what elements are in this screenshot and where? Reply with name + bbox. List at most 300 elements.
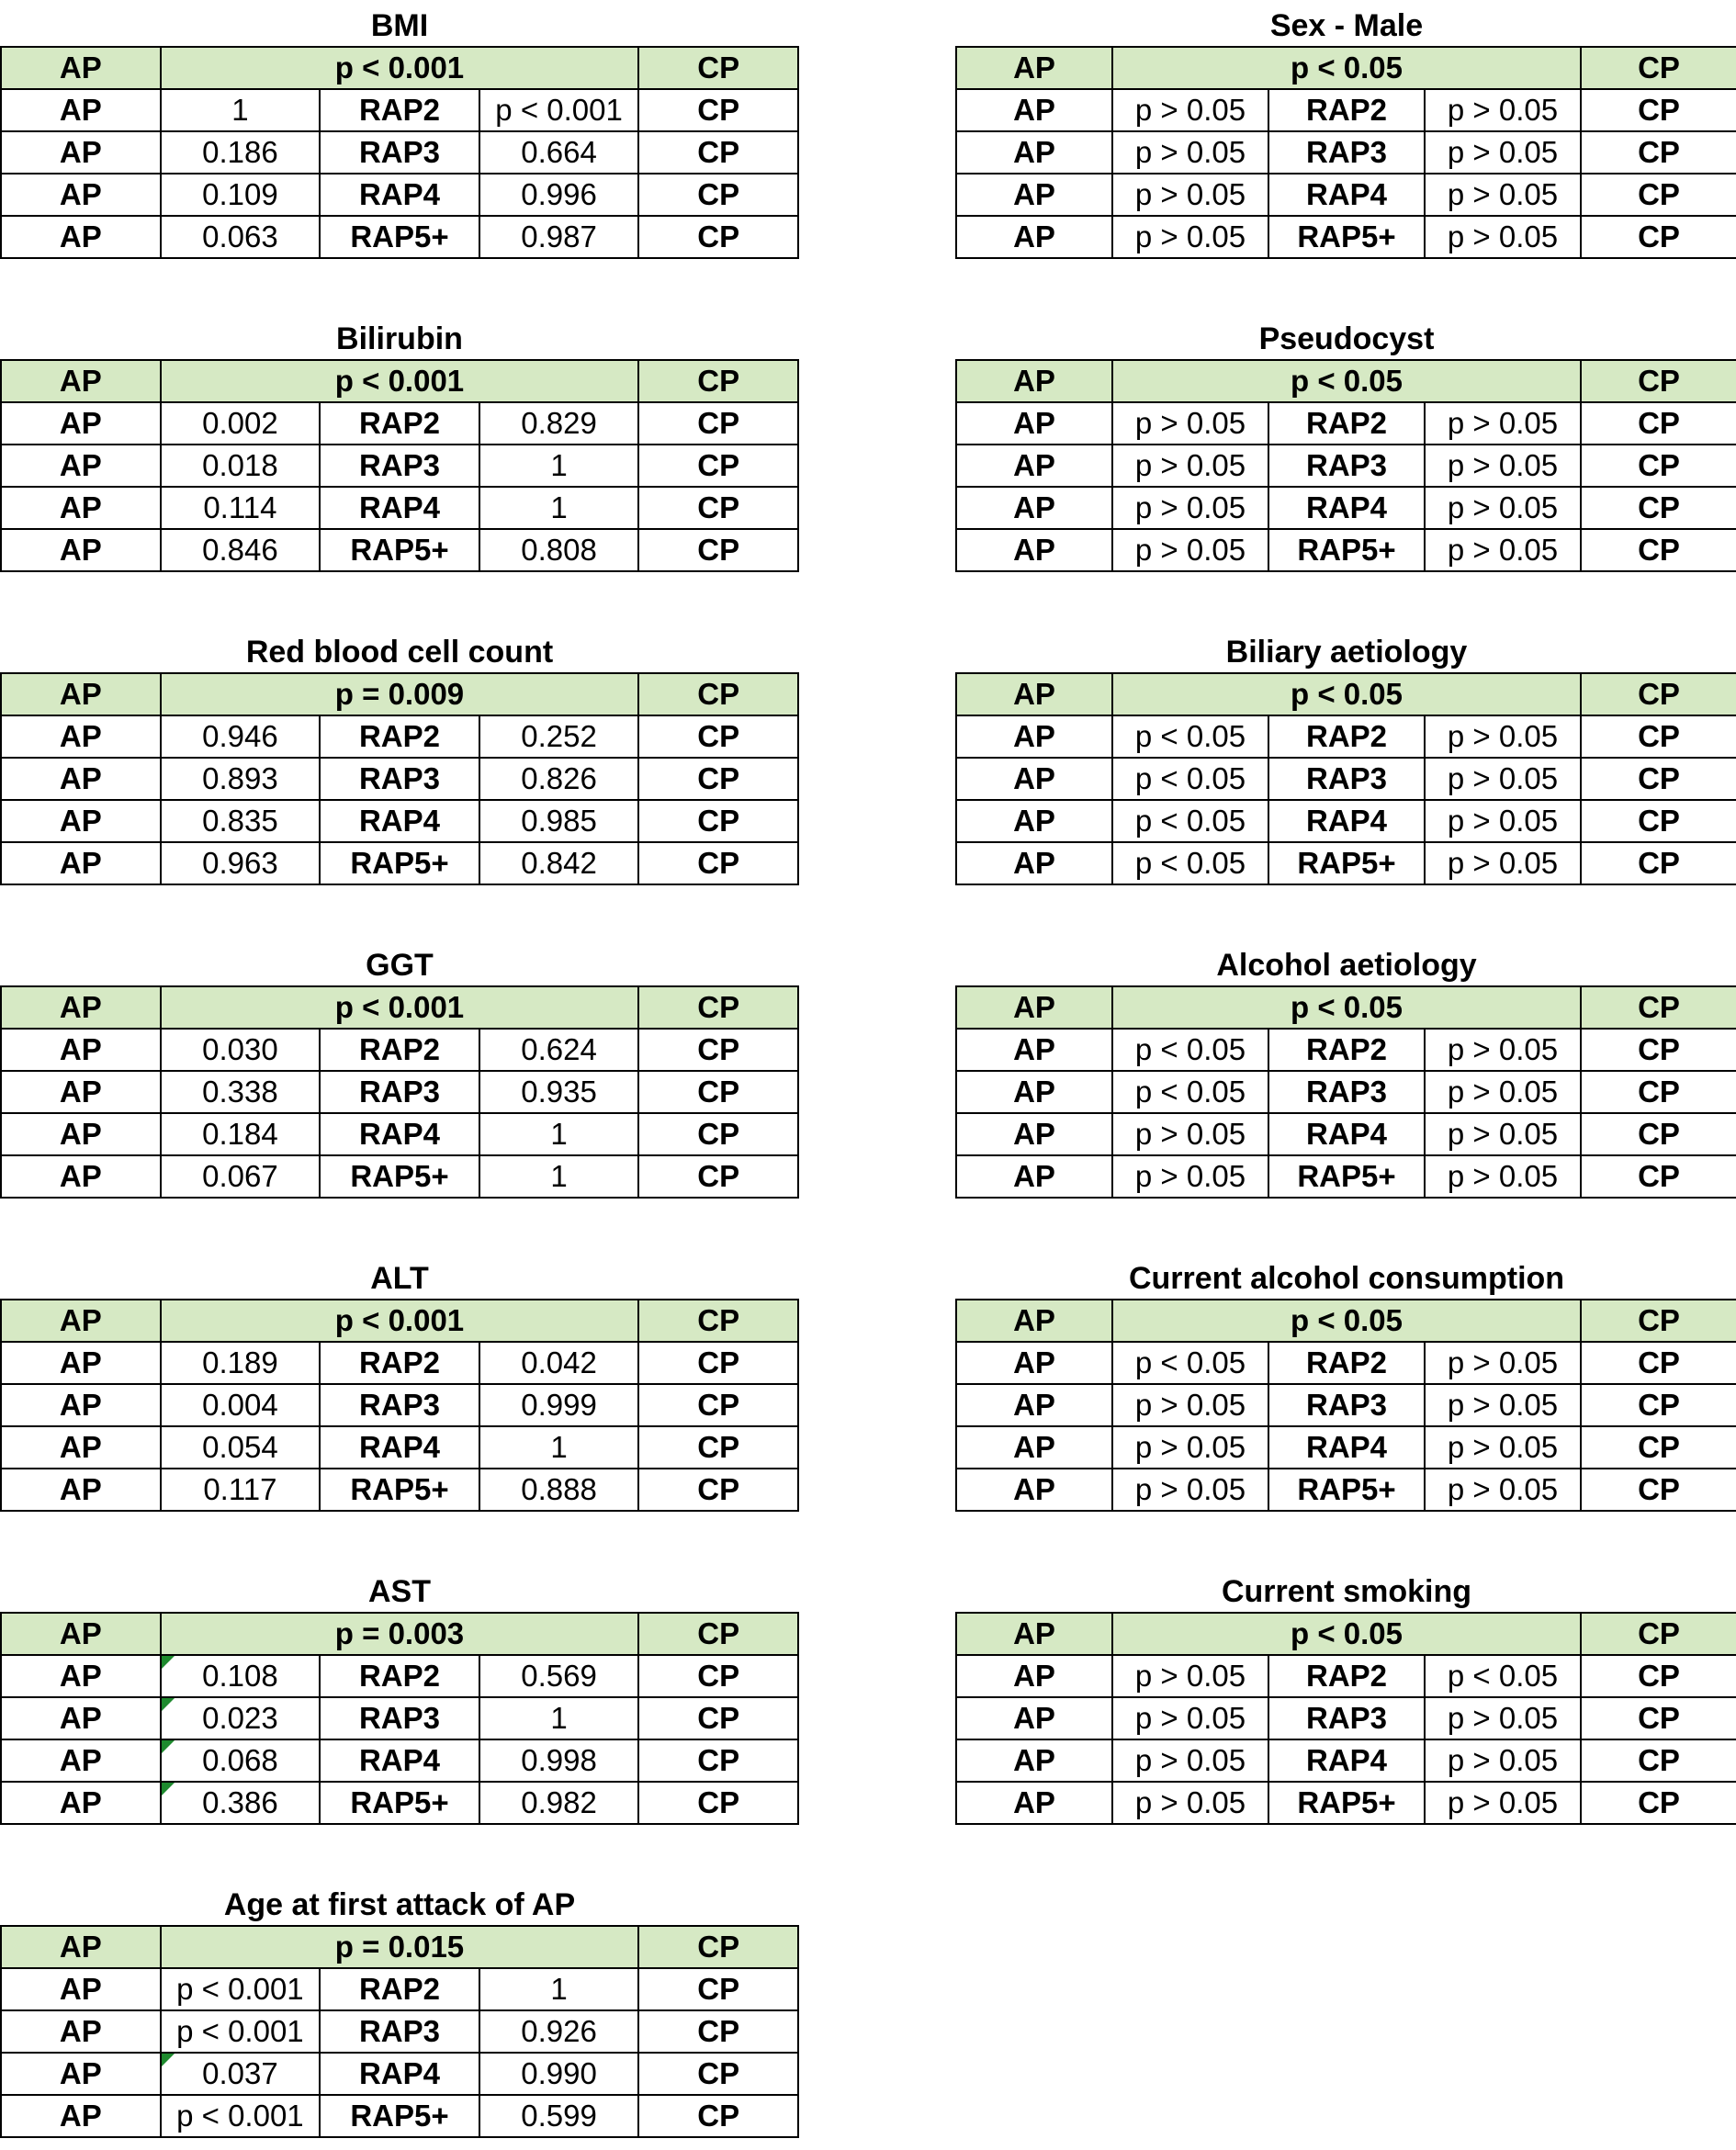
rap-vs-cp-p-value	[479, 1426, 639, 1469]
rap-vs-cp-p-value-text: 0.985	[521, 804, 597, 838]
rap-vs-cp-p-value	[479, 715, 639, 758]
rap-group-label-text: RAP4	[1305, 177, 1388, 211]
rap-group-label	[320, 1384, 479, 1426]
row-ap-label	[956, 1155, 1112, 1198]
rap-vs-cp-p-value	[1425, 715, 1581, 758]
row-cp-label-text: CP	[697, 761, 740, 795]
header-ap-cell: AP	[956, 47, 1112, 89]
ap-vs-rap-p-value	[161, 1968, 321, 2010]
row-ap-label-text: AP	[59, 1388, 102, 1422]
row-cp-label-text: CP	[697, 220, 740, 253]
table-row	[1, 2053, 798, 2095]
ap-vs-rap-p-value	[1112, 529, 1268, 571]
row-ap-label	[1, 487, 161, 529]
row-cp-label	[1581, 800, 1736, 842]
ap-vs-rap-p-value	[161, 2095, 321, 2137]
row-cp-label-text: CP	[697, 135, 740, 169]
row-ap-label-text: AP	[59, 448, 102, 482]
row-cp-label	[638, 1155, 798, 1198]
ap-vs-rap-p-value-text: p > 0.05	[1134, 135, 1246, 169]
ap-vs-rap-p-value-text: 0.054	[202, 1430, 278, 1464]
ap-vs-rap-p-value-text: 0.018	[202, 448, 278, 482]
table-title: AST	[368, 1574, 431, 1609]
rap-vs-cp-p-value	[479, 2053, 639, 2095]
ap-vs-rap-p-value	[161, 1426, 321, 1469]
overall-p-cell: p < 0.001	[161, 1300, 639, 1342]
row-cp-label-text: CP	[1638, 1659, 1680, 1693]
ap-vs-rap-p-value-text: p > 0.05	[1134, 406, 1246, 440]
row-cp-label	[1581, 1469, 1736, 1511]
rap-vs-cp-p-value-text: p > 0.05	[1447, 1785, 1559, 1819]
row-cp-label-text: CP	[697, 2014, 740, 2048]
rap-vs-cp-p-value-text: 0.252	[521, 719, 597, 753]
row-ap-label-text: AP	[59, 135, 102, 169]
rap-vs-cp-p-value	[479, 1697, 639, 1739]
row-cp-label-text: CP	[1638, 490, 1680, 524]
rap-group-label-text: RAP5+	[1297, 1785, 1396, 1819]
row-ap-label-text: AP	[59, 177, 102, 211]
rap-vs-cp-p-value-text: 0.987	[521, 220, 597, 253]
ap-vs-rap-p-value-text: p > 0.05	[1134, 1701, 1246, 1735]
ap-vs-rap-p-value-text: p > 0.05	[1134, 533, 1246, 567]
header-cp-cell: CP	[1581, 47, 1736, 89]
rap-vs-cp-p-value	[479, 1655, 639, 1697]
table-header-row	[956, 47, 1736, 89]
row-cp-label-text: CP	[697, 1659, 740, 1693]
ap-vs-rap-p-value-text: p < 0.05	[1134, 1075, 1246, 1109]
ap-vs-rap-p-value	[1112, 842, 1268, 884]
rap-vs-cp-p-value	[479, 89, 639, 131]
rap-vs-cp-p-value	[1425, 1426, 1581, 1469]
row-ap-label-text: AP	[59, 1701, 102, 1735]
ap-vs-rap-p-value-text: 0.846	[202, 533, 278, 567]
ap-vs-rap-p-value	[161, 800, 321, 842]
rap-vs-cp-p-value-text: p > 0.05	[1447, 406, 1559, 440]
rap-group-label	[1268, 1384, 1425, 1426]
comparison-table	[0, 1299, 799, 1512]
rap-vs-cp-p-value	[479, 1113, 639, 1155]
row-ap-label	[1, 715, 161, 758]
row-ap-label	[1, 1155, 161, 1198]
row-cp-label-text: CP	[697, 1388, 740, 1422]
ap-vs-rap-p-value	[161, 1384, 321, 1426]
rap-vs-cp-p-value-text: 0.996	[521, 177, 597, 211]
table-row	[1, 1426, 798, 1469]
overall-p-cell: p = 0.015	[161, 1926, 639, 1968]
row-cp-label	[1581, 131, 1736, 174]
comparison-table	[0, 672, 799, 885]
ap-vs-rap-p-value-text: 0.063	[202, 220, 278, 253]
ap-vs-rap-p-value	[1112, 216, 1268, 258]
row-ap-label	[956, 1071, 1112, 1113]
rap-vs-cp-p-value-text: p > 0.05	[1447, 761, 1559, 795]
ap-vs-rap-p-value-text: p < 0.05	[1134, 846, 1246, 880]
rap-vs-cp-p-value	[1425, 1342, 1581, 1384]
ap-vs-rap-p-value	[1112, 1782, 1268, 1824]
row-ap-label	[956, 1342, 1112, 1384]
table-block	[0, 2, 799, 259]
ap-vs-rap-p-value-text: p > 0.05	[1134, 1743, 1246, 1777]
ap-vs-rap-p-value	[161, 758, 321, 800]
rap-group-label-text: RAP4	[358, 2056, 440, 2090]
ap-vs-rap-p-value	[161, 2053, 321, 2095]
table-row	[1, 402, 798, 445]
row-ap-label-text: AP	[59, 719, 102, 753]
rap-vs-cp-p-value	[479, 216, 639, 258]
ap-vs-rap-p-value-text: p > 0.05	[1134, 1472, 1246, 1506]
ap-vs-rap-p-value-text: 0.946	[202, 719, 278, 753]
rap-vs-cp-p-value-text: 0.926	[521, 2014, 597, 2048]
rap-group-label-text: RAP3	[1305, 1075, 1388, 1109]
ap-vs-rap-p-value	[161, 402, 321, 445]
header-ap-cell: AP	[1, 1926, 161, 1968]
row-cp-label	[1581, 1697, 1736, 1739]
ap-vs-rap-p-value	[1112, 1071, 1268, 1113]
row-cp-label	[638, 1342, 798, 1384]
comparison-table	[955, 359, 1736, 572]
rap-vs-cp-p-value-text: p > 0.05	[1447, 804, 1559, 838]
rap-vs-cp-p-value	[479, 1469, 639, 1511]
row-ap-label	[1, 758, 161, 800]
table-row	[1, 1113, 798, 1155]
table-row	[956, 216, 1736, 258]
rap-group-label	[1268, 487, 1425, 529]
row-ap-label	[1, 445, 161, 487]
table-header-row	[1, 1926, 798, 1968]
table-block	[0, 1255, 799, 1512]
rap-group-label-text: RAP5+	[1297, 220, 1396, 253]
row-ap-label-text: AP	[1013, 1388, 1055, 1422]
rap-vs-cp-p-value	[1425, 758, 1581, 800]
table-row	[956, 800, 1736, 842]
row-cp-label-text: CP	[1638, 1032, 1680, 1066]
row-ap-label	[956, 1655, 1112, 1697]
table-header-row	[956, 673, 1736, 715]
row-cp-label	[638, 842, 798, 884]
table-header-row	[956, 986, 1736, 1029]
ap-vs-rap-p-value-text: p > 0.05	[1134, 220, 1246, 253]
rap-group-label-text: RAP2	[1305, 719, 1388, 753]
overall-p-cell: p < 0.05	[1112, 1300, 1581, 1342]
rap-group-label	[1268, 800, 1425, 842]
rap-group-label	[320, 1655, 479, 1697]
row-cp-label-text: CP	[697, 1075, 740, 1109]
row-cp-label	[1581, 1384, 1736, 1426]
rap-group-label	[320, 89, 479, 131]
table-title: Red blood cell count	[245, 635, 554, 670]
row-ap-label	[956, 131, 1112, 174]
ap-vs-rap-p-value-text: 0.117	[203, 1472, 277, 1506]
table-row	[956, 842, 1736, 884]
rap-vs-cp-p-value-text: p > 0.05	[1447, 846, 1559, 880]
rap-vs-cp-p-value	[479, 487, 639, 529]
ap-vs-rap-p-value-text: p > 0.05	[1134, 448, 1246, 482]
overall-p-cell: p < 0.05	[1112, 673, 1581, 715]
rap-vs-cp-p-value	[1425, 1655, 1581, 1697]
row-ap-label-text: AP	[59, 2056, 102, 2090]
rap-group-label-text: RAP4	[1305, 804, 1388, 838]
row-ap-label-text: AP	[59, 1032, 102, 1066]
table-row	[956, 1384, 1736, 1426]
table-title: Pseudocyst	[1258, 321, 1435, 356]
row-cp-label	[638, 1426, 798, 1469]
rap-vs-cp-p-value	[479, 1029, 639, 1071]
ap-vs-rap-p-value-text: p > 0.05	[1134, 1388, 1246, 1422]
row-ap-label-text: AP	[59, 804, 102, 838]
rap-vs-cp-p-value	[479, 1968, 639, 2010]
ap-vs-rap-p-value	[161, 1113, 321, 1155]
table-row	[956, 1071, 1736, 1113]
rap-vs-cp-p-value	[1425, 402, 1581, 445]
rap-group-label	[1268, 1739, 1425, 1782]
ap-vs-rap-p-value-text: 0.186	[202, 135, 278, 169]
table-row	[956, 131, 1736, 174]
row-ap-label	[956, 445, 1112, 487]
rap-vs-cp-p-value	[479, 842, 639, 884]
rap-group-label	[320, 1697, 479, 1739]
ap-vs-rap-p-value	[161, 1655, 321, 1697]
table-row	[1, 1739, 798, 1782]
ap-vs-rap-p-value	[1112, 174, 1268, 216]
row-cp-label-text: CP	[1638, 1388, 1680, 1422]
ap-vs-rap-p-value	[161, 487, 321, 529]
row-cp-label-text: CP	[697, 2056, 740, 2090]
rap-vs-cp-p-value	[479, 174, 639, 216]
header-ap-cell: AP	[1, 360, 161, 402]
header-cp-cell: CP	[638, 673, 798, 715]
table-block	[955, 628, 1736, 885]
rap-group-label-text: RAP3	[1305, 761, 1388, 795]
table-row	[956, 1697, 1736, 1739]
rap-vs-cp-p-value	[1425, 842, 1581, 884]
rap-vs-cp-p-value-text: 0.999	[521, 1388, 597, 1422]
rap-group-label-text: RAP3	[358, 448, 440, 482]
ap-vs-rap-p-value	[1112, 402, 1268, 445]
rap-group-label	[1268, 1113, 1425, 1155]
overall-p-cell: p < 0.001	[161, 360, 639, 402]
rap-vs-cp-p-value	[1425, 487, 1581, 529]
rap-vs-cp-p-value	[479, 1342, 639, 1384]
ap-vs-rap-p-value	[161, 2010, 321, 2053]
ap-vs-rap-p-value	[161, 1739, 321, 1782]
row-cp-label-text: CP	[697, 719, 740, 753]
ap-vs-rap-p-value	[161, 1342, 321, 1384]
ap-vs-rap-p-value-text: p < 0.05	[1134, 1032, 1246, 1066]
table-block	[955, 315, 1736, 572]
rap-vs-cp-p-value-text: 1	[550, 490, 568, 524]
row-ap-label	[1, 216, 161, 258]
row-ap-label	[956, 1113, 1112, 1155]
row-cp-label-text: CP	[697, 846, 740, 880]
rap-vs-cp-p-value-text: p > 0.05	[1447, 1388, 1559, 1422]
table-row	[1, 89, 798, 131]
row-cp-label-text: CP	[697, 406, 740, 440]
row-cp-label-text: CP	[1638, 533, 1680, 567]
ap-vs-rap-p-value	[161, 445, 321, 487]
ap-vs-rap-p-value	[1112, 1697, 1268, 1739]
table-block	[0, 315, 799, 572]
row-cp-label	[638, 445, 798, 487]
rap-vs-cp-p-value	[1425, 1782, 1581, 1824]
table-row	[1, 1782, 798, 1824]
row-cp-label	[1581, 1029, 1736, 1071]
overall-p-cell: p < 0.05	[1112, 360, 1581, 402]
comparison-table	[0, 985, 799, 1199]
rap-group-label-text: RAP2	[358, 93, 440, 127]
rap-vs-cp-p-value-text: p < 0.05	[1447, 1659, 1559, 1693]
row-cp-label	[1581, 1071, 1736, 1113]
row-cp-label-text: CP	[1638, 1785, 1680, 1819]
table-row	[956, 89, 1736, 131]
table-title: Current smoking	[1221, 1574, 1472, 1609]
ap-vs-rap-p-value	[1112, 131, 1268, 174]
row-cp-label-text: CP	[1638, 448, 1680, 482]
row-ap-label	[956, 402, 1112, 445]
comparison-table	[955, 985, 1736, 1199]
row-cp-label-text: CP	[697, 1345, 740, 1379]
ap-vs-rap-p-value	[161, 216, 321, 258]
ap-vs-rap-p-value-text: 0.037	[202, 2056, 278, 2090]
rap-group-label-text: RAP3	[358, 761, 440, 795]
table-row	[956, 1029, 1736, 1071]
row-cp-label	[1581, 758, 1736, 800]
row-ap-label	[1, 1739, 161, 1782]
ap-vs-rap-p-value	[1112, 715, 1268, 758]
table-row	[956, 1782, 1736, 1824]
ap-vs-rap-p-value	[1112, 1739, 1268, 1782]
header-ap-cell: AP	[956, 1613, 1112, 1655]
row-ap-label	[956, 89, 1112, 131]
rap-group-label	[320, 758, 479, 800]
row-cp-label-text: CP	[697, 1159, 740, 1193]
rap-vs-cp-p-value-text: p > 0.05	[1447, 1345, 1559, 1379]
rap-vs-cp-p-value-text: 0.664	[521, 135, 597, 169]
table-row	[1, 2010, 798, 2053]
row-ap-label-text: AP	[59, 93, 102, 127]
rap-group-label	[320, 174, 479, 216]
header-cp-cell: CP	[638, 986, 798, 1029]
table-header-row	[1, 47, 798, 89]
comment-marker-icon	[162, 2054, 175, 2066]
rap-group-label	[1268, 715, 1425, 758]
row-ap-label-text: AP	[1013, 448, 1055, 482]
row-ap-label-text: AP	[1013, 533, 1055, 567]
rap-group-label-text: RAP5+	[350, 2099, 449, 2133]
row-ap-label	[956, 1697, 1112, 1739]
rap-vs-cp-p-value-text: 0.042	[521, 1345, 597, 1379]
table-row	[956, 529, 1736, 571]
rap-vs-cp-p-value	[1425, 800, 1581, 842]
row-cp-label	[638, 1739, 798, 1782]
rap-group-label	[1268, 1697, 1425, 1739]
row-cp-label	[638, 2053, 798, 2095]
row-cp-label	[1581, 1426, 1736, 1469]
table-row	[956, 1342, 1736, 1384]
row-ap-label-text: AP	[59, 1345, 102, 1379]
row-ap-label-text: AP	[1013, 1701, 1055, 1735]
row-ap-label	[1, 1469, 161, 1511]
table-header-row	[956, 360, 1736, 402]
rap-vs-cp-p-value	[479, 131, 639, 174]
ap-vs-rap-p-value-text: p > 0.05	[1134, 1785, 1246, 1819]
rap-group-label-text: RAP3	[358, 2014, 440, 2048]
rap-group-label-text: RAP2	[358, 1345, 440, 1379]
row-ap-label-text: AP	[1013, 1472, 1055, 1506]
row-ap-label	[956, 487, 1112, 529]
rap-group-label	[1268, 445, 1425, 487]
rap-group-label-text: RAP4	[358, 1743, 440, 1777]
ap-vs-rap-p-value	[161, 89, 321, 131]
row-cp-label	[638, 1071, 798, 1113]
rap-group-label-text: RAP5+	[1297, 846, 1396, 880]
table-row	[956, 1155, 1736, 1198]
rap-vs-cp-p-value-text: 0.842	[521, 846, 597, 880]
rap-group-label-text: RAP5+	[1297, 1472, 1396, 1506]
ap-vs-rap-p-value-text: p < 0.001	[176, 2099, 304, 2133]
rap-group-label-text: RAP2	[1305, 93, 1388, 127]
row-ap-label	[1, 89, 161, 131]
row-ap-label-text: AP	[59, 1159, 102, 1193]
rap-group-label	[320, 1029, 479, 1071]
table-row	[1, 216, 798, 258]
row-cp-label-text: CP	[1638, 719, 1680, 753]
table-block	[0, 1568, 799, 1825]
rap-group-label-text: RAP4	[1305, 1430, 1388, 1464]
rap-group-label-text: RAP4	[358, 804, 440, 838]
table-title: ALT	[370, 1261, 429, 1296]
table-row	[1, 715, 798, 758]
rap-group-label	[320, 487, 479, 529]
rap-group-label	[1268, 1071, 1425, 1113]
ap-vs-rap-p-value	[161, 842, 321, 884]
row-cp-label	[1581, 1655, 1736, 1697]
comparison-table	[955, 672, 1736, 885]
row-cp-label-text: CP	[1638, 1701, 1680, 1735]
rap-vs-cp-p-value-text: p > 0.05	[1447, 220, 1559, 253]
table-header-row	[956, 1613, 1736, 1655]
table-title: Current alcohol consumption	[1128, 1261, 1565, 1296]
header-ap-cell: AP	[1, 1613, 161, 1655]
rap-group-label-text: RAP5+	[350, 1159, 449, 1193]
rap-vs-cp-p-value-text: p > 0.05	[1447, 1701, 1559, 1735]
rap-vs-cp-p-value-text: p > 0.05	[1447, 1159, 1559, 1193]
row-cp-label	[1581, 715, 1736, 758]
table-title: Age at first attack of AP	[223, 1887, 576, 1922]
header-ap-cell: AP	[956, 673, 1112, 715]
header-ap-cell: AP	[956, 360, 1112, 402]
rap-group-label	[320, 1469, 479, 1511]
row-ap-label-text: AP	[59, 1117, 102, 1151]
row-ap-label-text: AP	[59, 1785, 102, 1819]
row-cp-label-text: CP	[697, 1701, 740, 1735]
ap-vs-rap-p-value-text: 0.189	[202, 1345, 278, 1379]
rap-group-label-text: RAP2	[358, 1972, 440, 2006]
row-ap-label-text: AP	[59, 533, 102, 567]
table-header-row	[1, 1300, 798, 1342]
rap-vs-cp-p-value	[1425, 216, 1581, 258]
row-cp-label	[1581, 216, 1736, 258]
row-ap-label	[956, 1384, 1112, 1426]
comment-marker-icon	[162, 1698, 175, 1711]
row-ap-label-text: AP	[1013, 1159, 1055, 1193]
row-ap-label-text: AP	[1013, 804, 1055, 838]
comparison-table	[955, 1299, 1736, 1512]
row-ap-label	[1, 1655, 161, 1697]
header-cp-cell: CP	[638, 47, 798, 89]
row-ap-label	[1, 800, 161, 842]
header-cp-cell: CP	[638, 1613, 798, 1655]
rap-group-label-text: RAP2	[1305, 406, 1388, 440]
